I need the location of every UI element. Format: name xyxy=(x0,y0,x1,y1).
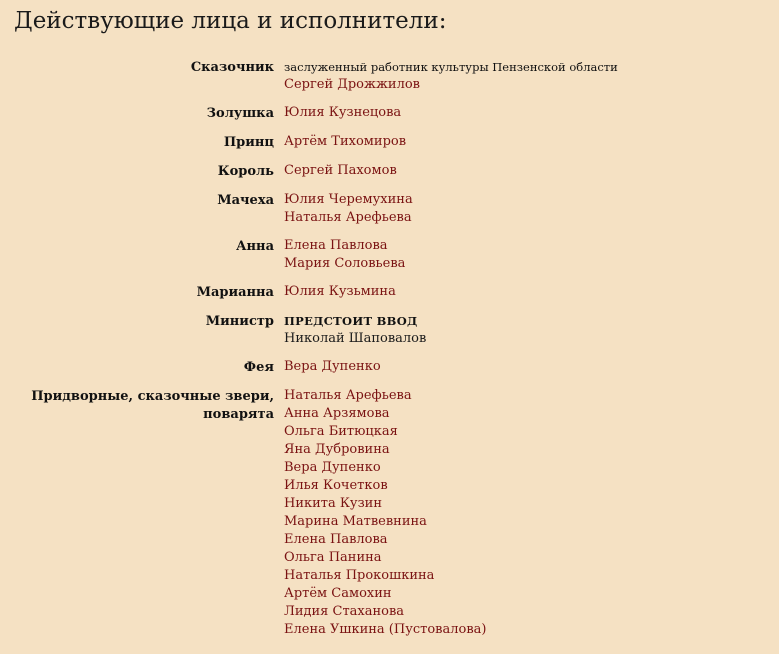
role-prince xyxy=(0,133,779,152)
performer-link[interactable]: Никита Кузин xyxy=(284,496,382,511)
performer-link[interactable]: Ольга Битюцкая xyxy=(284,424,398,439)
performer-link[interactable]: Наталья Арефьева xyxy=(284,210,412,225)
role-marianna xyxy=(0,283,779,302)
page-title: Действующие лица и исполнители: xyxy=(14,8,447,34)
performer-link[interactable]: Юлия Кузьмина xyxy=(284,284,396,299)
performers xyxy=(284,283,396,301)
cast-list xyxy=(0,58,779,639)
role-minister xyxy=(0,312,779,348)
performer-link[interactable]: Елена Павлова xyxy=(284,532,388,547)
role-name: Министр xyxy=(205,314,274,329)
performer-name: Николай Шаповалов xyxy=(284,331,427,346)
role-name: Принц xyxy=(223,135,274,150)
role-storyteller xyxy=(0,58,779,94)
role-name: Мачеха xyxy=(217,193,274,208)
role-courtiers xyxy=(0,387,779,639)
performer-link[interactable]: Ольга Панина xyxy=(284,550,382,565)
performer-link[interactable]: Сергей Дрожжилов xyxy=(284,77,420,92)
performer-link[interactable]: Мария Соловьева xyxy=(284,256,406,271)
performer-link[interactable]: Наталья Арефьева xyxy=(284,388,412,403)
performer-link[interactable]: Марина Матвевнина xyxy=(284,514,427,529)
performer-link[interactable]: Елена Ушкина (Пустовалова) xyxy=(284,622,487,637)
performer-link[interactable]: Вера Дупенко xyxy=(284,460,381,475)
role-king xyxy=(0,162,779,181)
performers xyxy=(284,58,618,94)
performer-link[interactable]: Артём Тихомиров xyxy=(284,134,407,149)
performer-link[interactable]: Анна Арзямова xyxy=(284,406,390,421)
role-name-line: поварята xyxy=(203,407,274,422)
role-name: Фея xyxy=(243,360,274,375)
performer-link[interactable]: Артём Самохин xyxy=(284,586,392,601)
performers xyxy=(284,237,405,273)
performer-link[interactable]: Сергей Пахомов xyxy=(284,163,397,178)
role-name xyxy=(0,387,274,424)
performer-link[interactable]: Юлия Черемухина xyxy=(284,192,413,207)
role-fairy xyxy=(0,358,779,377)
role-name: Марианна xyxy=(196,285,274,300)
role-stepmother xyxy=(0,191,779,227)
performers xyxy=(284,133,406,151)
performer-link[interactable]: Вера Дупенко xyxy=(284,359,381,374)
performer-link[interactable]: Юлия Кузнецова xyxy=(284,105,402,120)
performer-link[interactable]: Яна Дубровина xyxy=(284,442,390,457)
performer-link[interactable]: Лидия Стаханова xyxy=(284,604,405,619)
role-name: Сказочник xyxy=(190,60,274,75)
performers xyxy=(284,162,397,180)
role-cinderella xyxy=(0,104,779,123)
performers xyxy=(284,191,413,227)
role-name: Анна xyxy=(235,239,274,254)
performers xyxy=(284,358,381,376)
performers xyxy=(284,312,426,348)
performers xyxy=(284,104,401,122)
performer-link[interactable]: Елена Павлова xyxy=(284,238,388,253)
role-name-line: Придворные, сказочные звери, xyxy=(31,389,274,404)
upcoming-cast-note: ПРЕДСТОИТ ВВОД xyxy=(284,314,418,328)
performer-link[interactable]: Наталья Прокошкина xyxy=(284,568,435,583)
performers xyxy=(284,387,486,639)
role-anna xyxy=(0,237,779,273)
performer-title-note: заслуженный работник культуры Пензенской области xyxy=(284,60,618,74)
role-name: Золушка xyxy=(206,106,274,121)
role-name: Король xyxy=(217,164,274,179)
performer-link[interactable]: Илья Кочетков xyxy=(284,478,388,493)
